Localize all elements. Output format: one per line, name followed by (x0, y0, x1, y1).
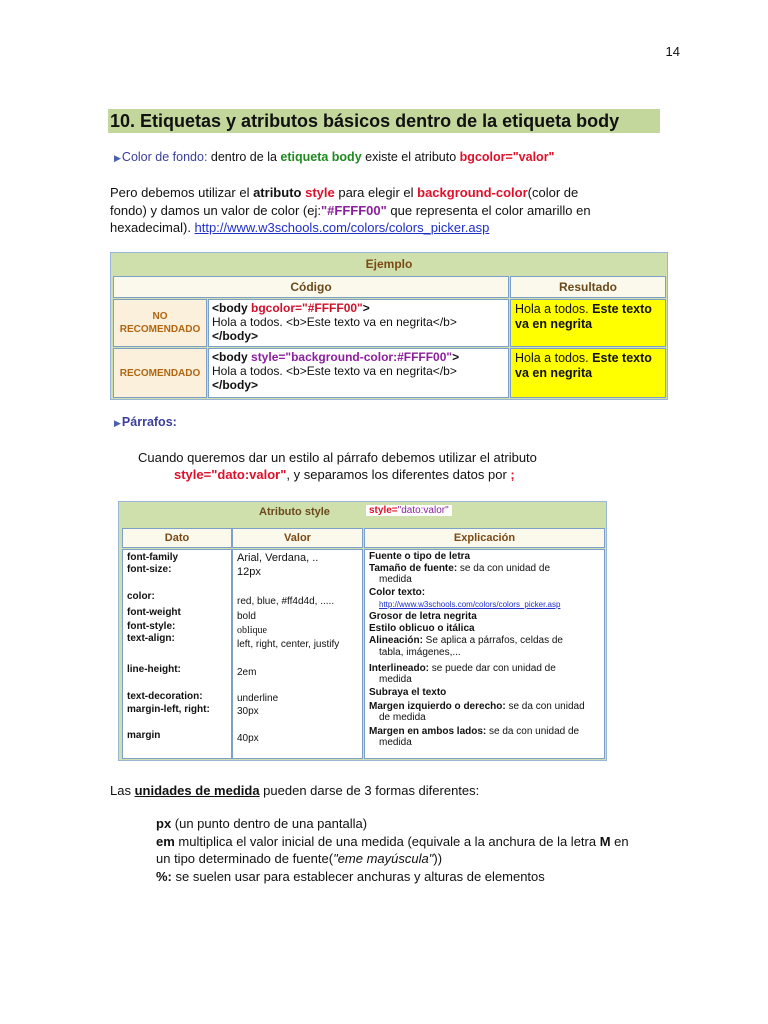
code-cell-bgcolor: <body bgcolor="#FFFF00"> Hola a todos. <b>Este texto va en negrita</b> </body> (208, 299, 509, 347)
bullet-arrow-icon: ▶ (114, 153, 121, 163)
paragraph-background: Pero debemos utilizar el atributo style para elegir el background-color(color de fondo) y damos un valor de color (ej:"#FFFF00" que representa el color amarillo en hexadecimal). http://www.w3schools.com/colors/colors_picker.asp (110, 185, 591, 235)
col-header-codigo: Código (113, 276, 509, 298)
style-dato-valor-label: style="dato:valor" (366, 505, 452, 516)
units-intro: Las unidades de medida pueden darse de 3 formas diferentes: (110, 783, 480, 798)
col-header-explicacion: Explicación (364, 528, 605, 548)
col-header-dato: Dato (122, 528, 232, 548)
table-header-ejemplo: Ejemplo (365, 257, 413, 271)
table-title-atributo-style: Atributo style (259, 506, 330, 518)
code-cell-style: <body style="background-color:#FFFF00"> Hola a todos. <b>Este texto va en negrita</b> </body> (208, 348, 509, 398)
row-label-recomendado: RECOMENDADO (113, 348, 207, 398)
colors-picker-link-small[interactable]: http://www.w3schools.com/colors/colors_picker.asp (379, 600, 561, 609)
colors-picker-link[interactable]: http://www.w3schools.com/colors/colors_picker.asp (194, 220, 490, 235)
result-cell-2: Hola a todos. Este texto va en negrita (510, 348, 666, 398)
bullet-arrow-icon: ▶ (114, 418, 121, 428)
bgcolor-attr-text: bgcolor="valor" (459, 150, 555, 164)
page-number: 14 (665, 44, 680, 59)
dato-column: font-family font-size: color: font-weight font-style: text-align: line-height: text-decoration: margin-left, right: margin (122, 549, 232, 759)
bullet-label: Color de fondo (121, 150, 204, 164)
unit-em-cont: un tipo determinado de fuente("eme mayúscula")) (156, 851, 443, 866)
col-header-resultado: Resultado (510, 276, 666, 298)
row-label-no-recomendado: NO RECOMENDADO (113, 299, 207, 347)
etiqueta-body-text: etiqueta body (280, 150, 362, 164)
style-attribute-table (118, 501, 607, 761)
unit-percent: %: se suelen usar para establecer anchuras y alturas de elementos (156, 868, 545, 884)
bullet-color-de-fondo: ▶Color de fondo: dentro de la etiqueta body existe el atributo bgcolor="valor" (114, 150, 555, 164)
units-list (156, 815, 656, 885)
bullet-parrafos: ▶Párrafos: (114, 415, 177, 429)
col-header-valor: Valor (232, 528, 363, 548)
section-title: 10. Etiquetas y atributos básicos dentro de la etiqueta body (108, 109, 660, 133)
result-cell-1: Hola a todos. Este texto va en negrita (510, 299, 666, 347)
unit-px: px (un punto dentro de una pantalla) (156, 816, 368, 831)
explicacion-column: Fuente o tipo de letra Tamaño de fuente: se da con unidad de medida Color texto: http://www.w3schools.com/colors/colors_picker.asp Grosor de letra negrita Estilo oblicuo o itálica Alineación: Se aplica a párrafos, celdas de tabla, imágenes,... Interlineado: se puede dar con unidad de medida Subraya el texto Margen izquierdo o derecho: se da con unidad de medida Margen en ambos lados: se da con unidad de medida (364, 549, 605, 759)
valor-column: Arial, Verdana, .. 12px red, blue, #ff4d4d, ..... bold oblique left, right, center, justify 2em underline 30px 40px (232, 549, 363, 759)
unit-em: em multiplica el valor inicial de una medida (equivale a la anchura de la letra M en (156, 833, 629, 849)
paragraph-style-line2: style="dato:valor", y separamos los diferentes datos por ; (174, 467, 515, 482)
example-table (110, 252, 668, 400)
paragraph-style: Cuando queremos dar un estilo al párrafo debemos utilizar el atributo (138, 450, 537, 465)
